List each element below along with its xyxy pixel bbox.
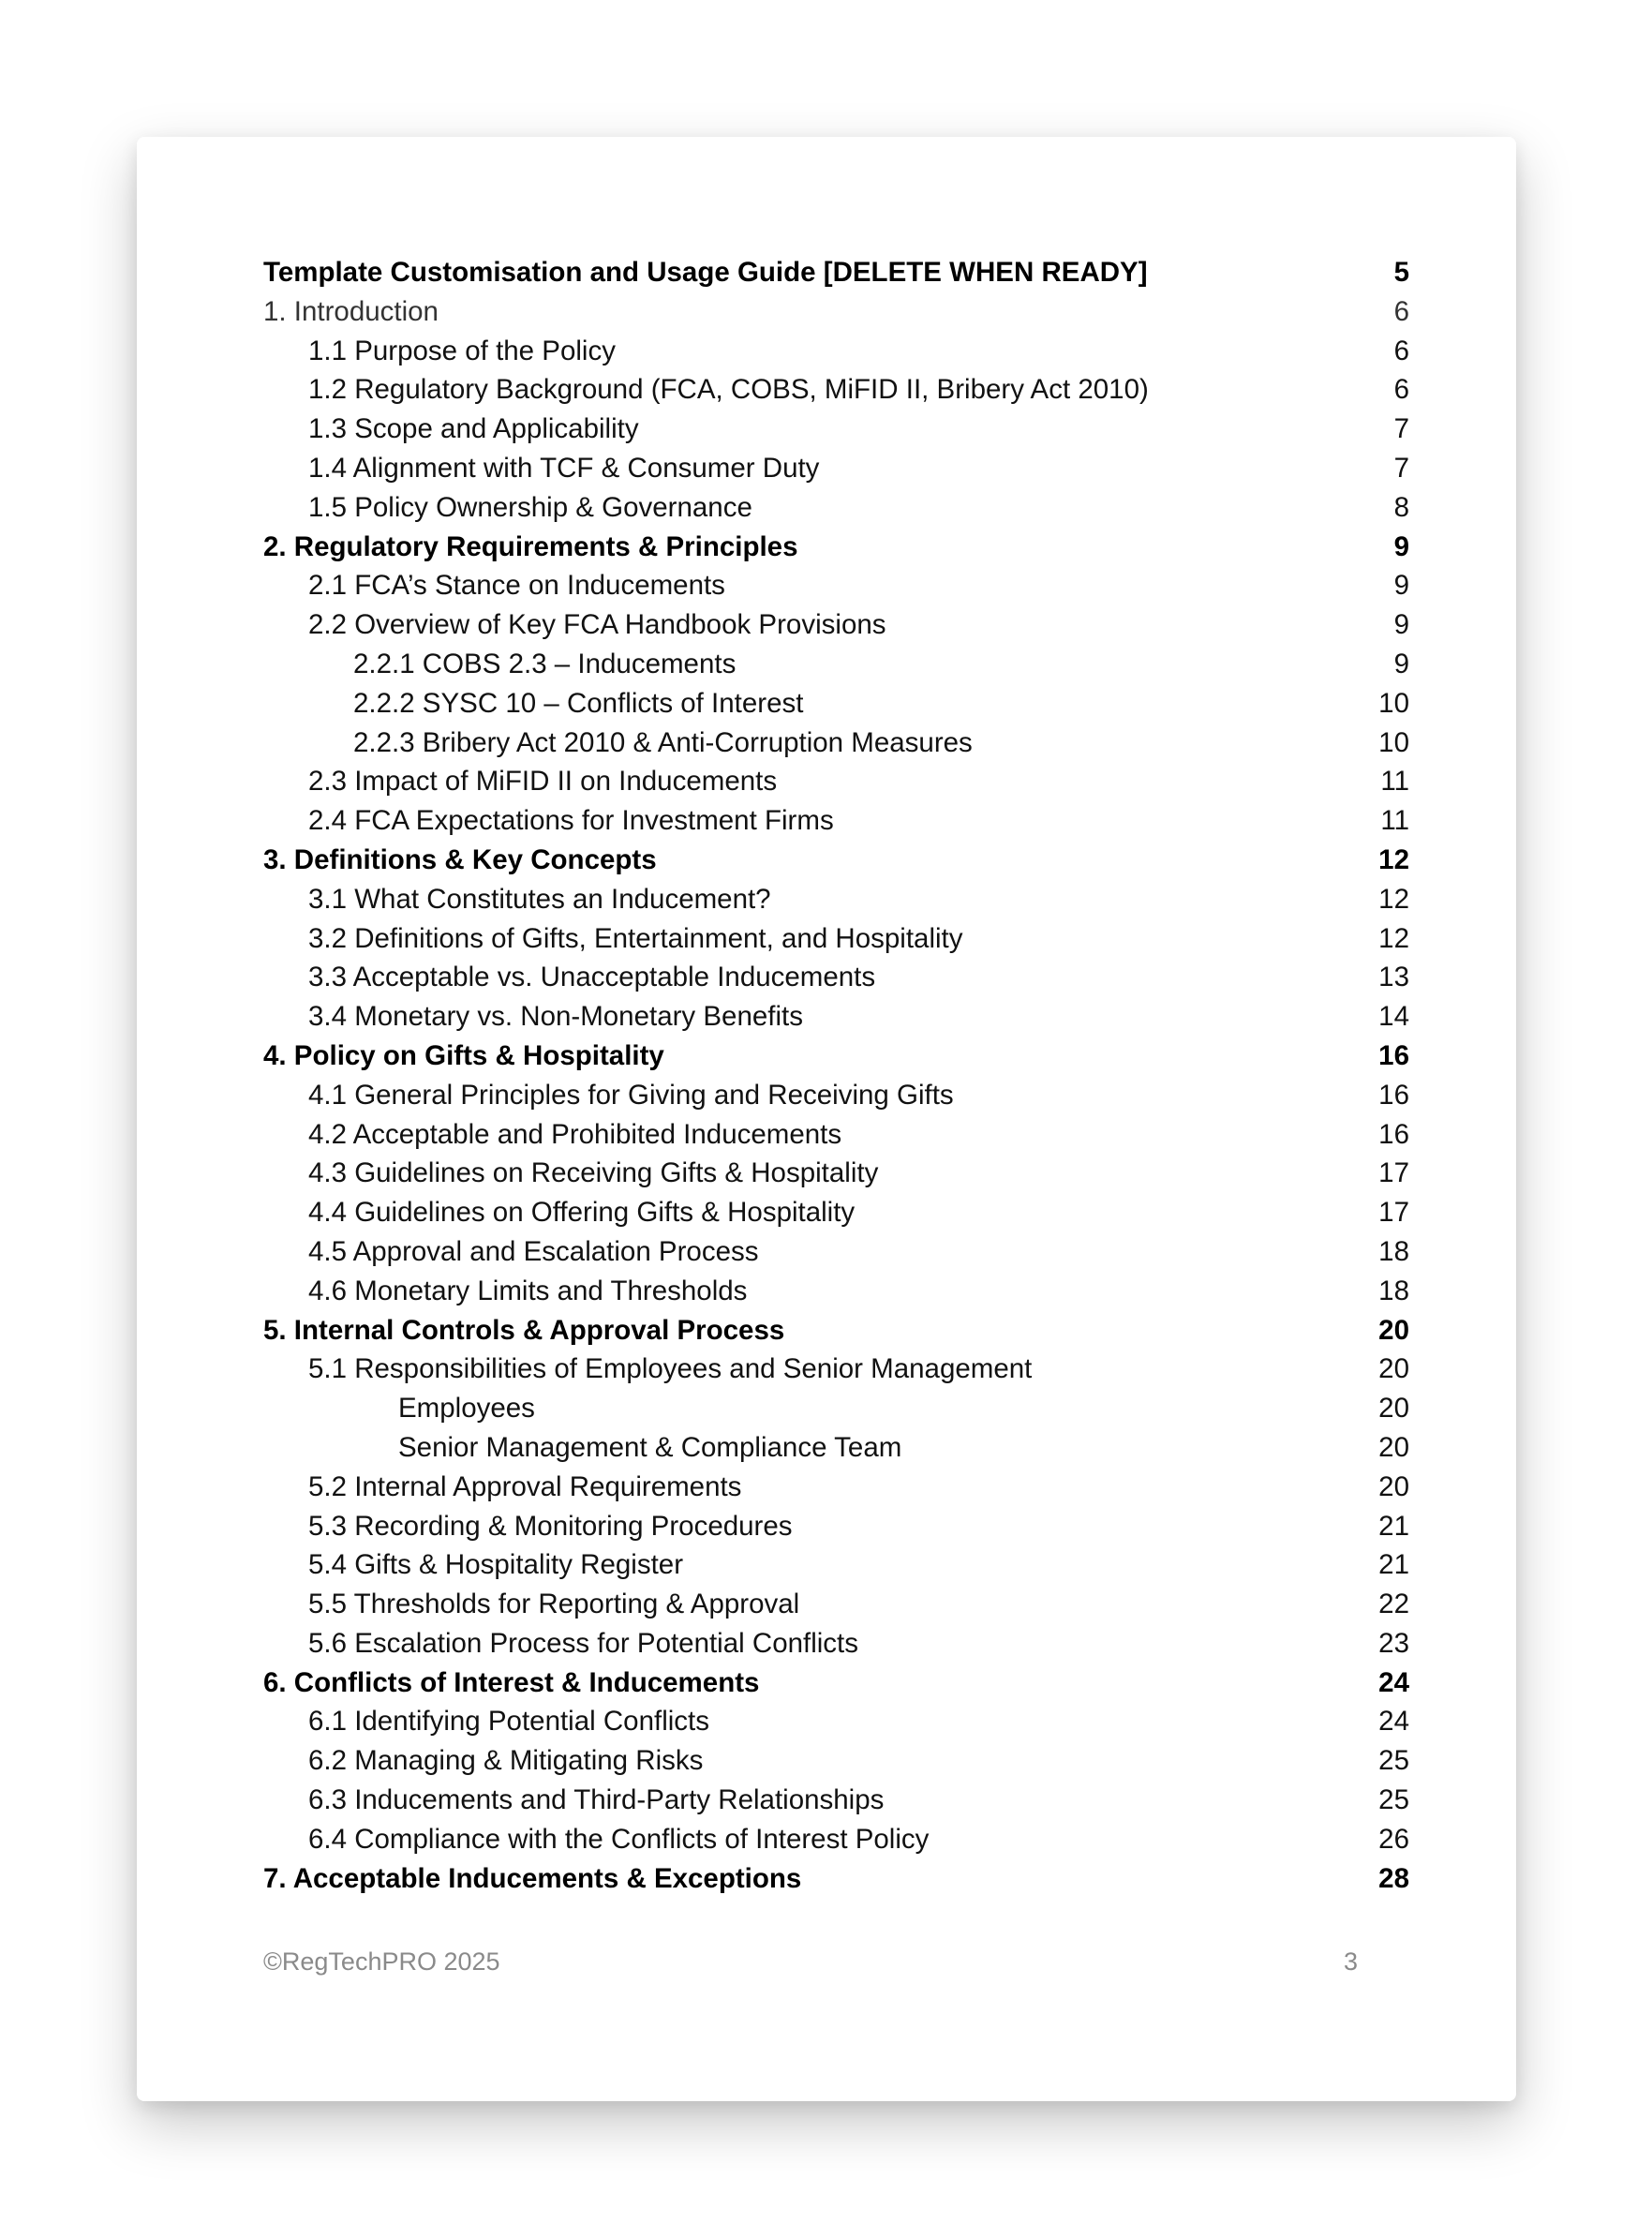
toc-entry-page-number: 16 xyxy=(1378,1079,1409,1111)
toc-entry-page-number: 16 xyxy=(1378,1039,1409,1071)
toc-subsection-entry[interactable] xyxy=(263,919,1528,959)
toc-entry-title: 3.2 Definitions of Gifts, Entertainment, and Hospitality xyxy=(308,922,963,954)
toc-entry-title: 2.2.1 COBS 2.3 – Inducements xyxy=(353,648,737,679)
toc-subsection-entry[interactable] xyxy=(263,1428,1528,1468)
toc-entry-title: 1.4 Alignment with TCF & Consumer Duty xyxy=(308,452,820,484)
toc-entry-title: 6.4 Compliance with the Conflicts of Interest Policy xyxy=(308,1823,930,1855)
toc-entry-page-number: 20 xyxy=(1378,1353,1409,1385)
toc-entry-title: 1.2 Regulatory Background (FCA, COBS, MiFID II, Bribery Act 2010) xyxy=(308,374,1149,406)
footer-copyright: ©RegTechPRO 2025 xyxy=(263,1947,500,1976)
toc-entry-title: 4.2 Acceptable and Prohibited Inducements xyxy=(308,1118,842,1150)
toc-subsection-entry[interactable] xyxy=(263,997,1528,1037)
toc-entry-page-number: 21 xyxy=(1378,1549,1409,1581)
toc-entry-title: 2.4 FCA Expectations for Investment Firms xyxy=(308,805,834,837)
toc-entry-page-number: 9 xyxy=(1393,609,1409,641)
toc-entry-page-number: 13 xyxy=(1378,962,1409,993)
toc-entry-title: 5.4 Gifts & Hospitality Register xyxy=(308,1549,684,1581)
toc-entry-title: 2.1 FCA’s Stance on Inducements xyxy=(308,570,725,602)
toc-section-entry[interactable] xyxy=(263,528,1528,567)
toc-entry-title: 6.3 Inducements and Third-Party Relationships xyxy=(308,1784,885,1816)
toc-entry-title: 2.3 Impact of MiFID II on Inducements xyxy=(308,766,778,798)
toc-subsection-entry[interactable] xyxy=(263,332,1528,371)
toc-entry-title: 1.3 Scope and Applicability xyxy=(308,413,639,445)
toc-entry-page-number: 26 xyxy=(1378,1823,1409,1855)
toc-entry-title: Template Customisation and Usage Guide [DELETE WHEN READY] xyxy=(263,257,1148,288)
toc-subsection-entry[interactable] xyxy=(263,1154,1528,1193)
toc-subsection-entry[interactable] xyxy=(263,1193,1528,1232)
toc-subsection-entry[interactable] xyxy=(263,488,1528,528)
toc-subsection-entry[interactable] xyxy=(263,449,1528,488)
toc-entry-title: 6.1 Identifying Potential Conflicts xyxy=(308,1706,709,1738)
toc-entry-title: 5.5 Thresholds for Reporting & Approval xyxy=(308,1589,800,1620)
toc-subsection-entry[interactable] xyxy=(263,1115,1528,1155)
toc-entry-title: 2.2 Overview of Key FCA Handbook Provisions xyxy=(308,609,886,641)
toc-entry-title: 2. Regulatory Requirements & Principles xyxy=(263,530,798,562)
toc-entry-title: 6.2 Managing & Mitigating Risks xyxy=(308,1745,704,1777)
toc-entry-page-number: 20 xyxy=(1378,1431,1409,1463)
toc-subsection-entry[interactable] xyxy=(263,1507,1528,1546)
toc-entry-page-number: 9 xyxy=(1393,570,1409,602)
toc-entry-page-number: 17 xyxy=(1378,1157,1409,1189)
toc-entry-title: 4.6 Monetary Limits and Thresholds xyxy=(308,1275,748,1306)
toc-entry-title: 1. Introduction xyxy=(263,295,439,327)
toc-subsection-entry[interactable] xyxy=(263,762,1528,801)
toc-entry-title: 4. Policy on Gifts & Hospitality xyxy=(263,1039,664,1071)
toc-entry-page-number: 7 xyxy=(1393,452,1409,484)
toc-entry-title: 4.3 Guidelines on Receiving Gifts & Hospitality xyxy=(308,1157,879,1189)
toc-entry-title: 1.1 Purpose of the Policy xyxy=(308,335,616,366)
toc-entry-title: Senior Management & Compliance Team xyxy=(398,1431,902,1463)
toc-subsection-entry[interactable] xyxy=(263,684,1528,724)
toc-entry-page-number: 20 xyxy=(1378,1314,1409,1346)
toc-entry-title: 4.5 Approval and Escalation Process xyxy=(308,1235,759,1267)
toc-subsection-entry[interactable] xyxy=(263,880,1528,919)
toc-subsection-entry[interactable] xyxy=(263,410,1528,449)
toc-subsection-entry[interactable] xyxy=(263,1741,1528,1781)
toc-subsection-entry[interactable] xyxy=(263,1350,1528,1389)
toc-subsection-entry[interactable] xyxy=(263,1545,1528,1585)
toc-subsection-entry[interactable] xyxy=(263,370,1528,410)
toc-entry-title: 5.3 Recording & Monitoring Procedures xyxy=(308,1510,793,1542)
toc-entry-title: 5.1 Responsibilities of Employees and Senior Management xyxy=(308,1353,1033,1385)
toc-subsection-entry[interactable] xyxy=(263,1389,1528,1428)
toc-entry-page-number: 10 xyxy=(1378,726,1409,758)
toc-subsection-entry[interactable] xyxy=(263,1468,1528,1507)
toc-entry-page-number: 25 xyxy=(1378,1784,1409,1816)
toc-section-entry[interactable] xyxy=(263,841,1528,880)
toc-entry-page-number: 10 xyxy=(1378,687,1409,719)
toc-section-entry[interactable] xyxy=(263,292,1528,332)
toc-section-entry[interactable] xyxy=(263,1859,1528,1899)
toc-entry-title: Employees xyxy=(398,1393,535,1425)
toc-section-entry[interactable] xyxy=(263,1037,1528,1076)
toc-entry-title: 4.4 Guidelines on Offering Gifts & Hospitality xyxy=(308,1197,856,1229)
toc-entry-page-number: 22 xyxy=(1378,1589,1409,1620)
toc-entry-title: 5. Internal Controls & Approval Process xyxy=(263,1314,785,1346)
toc-entry-page-number: 5 xyxy=(1393,257,1409,288)
toc-entry-title: 6. Conflicts of Interest & Inducements xyxy=(263,1666,760,1698)
table-of-contents xyxy=(263,253,1528,1898)
toc-entry-page-number: 6 xyxy=(1393,335,1409,366)
toc-entry-title: 2.2.3 Bribery Act 2010 & Anti-Corruption Measures xyxy=(353,726,973,758)
toc-subsection-entry[interactable] xyxy=(263,1272,1528,1311)
toc-entry-title: 2.2.2 SYSC 10 – Conflicts of Interest xyxy=(353,687,804,719)
toc-section-entry[interactable] xyxy=(263,1311,1528,1350)
toc-entry-page-number: 20 xyxy=(1378,1393,1409,1425)
toc-entry-title: 5.2 Internal Approval Requirements xyxy=(308,1470,742,1502)
toc-subsection-entry[interactable] xyxy=(263,566,1528,605)
toc-entry-page-number: 18 xyxy=(1378,1235,1409,1267)
toc-subsection-entry[interactable] xyxy=(263,1624,1528,1664)
toc-entry-page-number: 28 xyxy=(1378,1862,1409,1894)
toc-entry-page-number: 6 xyxy=(1393,374,1409,406)
toc-entry-page-number: 11 xyxy=(1380,805,1409,837)
toc-entry-page-number: 23 xyxy=(1378,1627,1409,1659)
toc-entry-page-number: 12 xyxy=(1378,843,1409,875)
toc-section-entry[interactable] xyxy=(263,253,1528,292)
document-page xyxy=(137,137,1516,2101)
toc-entry-title: 3.1 What Constitutes an Inducement? xyxy=(308,883,771,915)
toc-entry-title: 3.3 Acceptable vs. Unacceptable Inducements xyxy=(308,962,876,993)
toc-entry-page-number: 25 xyxy=(1378,1745,1409,1777)
toc-subsection-entry[interactable] xyxy=(263,1702,1528,1741)
toc-entry-title: 3.4 Monetary vs. Non-Monetary Benefits xyxy=(308,1001,803,1033)
toc-entry-page-number: 8 xyxy=(1393,491,1409,523)
toc-entry-page-number: 17 xyxy=(1378,1197,1409,1229)
toc-entry-title: 1.5 Policy Ownership & Governance xyxy=(308,491,752,523)
toc-entry-page-number: 11 xyxy=(1380,766,1409,798)
toc-entry-title: 7. Acceptable Inducements & Exceptions xyxy=(263,1862,802,1894)
toc-entry-page-number: 9 xyxy=(1393,530,1409,562)
toc-subsection-entry[interactable] xyxy=(263,958,1528,997)
toc-subsection-entry[interactable] xyxy=(263,724,1528,763)
toc-entry-page-number: 14 xyxy=(1378,1001,1409,1033)
toc-entry-page-number: 12 xyxy=(1378,883,1409,915)
toc-entry-page-number: 20 xyxy=(1378,1470,1409,1502)
toc-entry-title: 4.1 General Principles for Giving and Receiving Gifts xyxy=(308,1079,954,1111)
toc-entry-title: 3. Definitions & Key Concepts xyxy=(263,843,657,875)
footer-page-number: 3 xyxy=(1343,1947,1358,1976)
toc-subsection-entry[interactable] xyxy=(263,1781,1528,1820)
toc-subsection-entry[interactable] xyxy=(263,801,1528,841)
toc-subsection-entry[interactable] xyxy=(263,1232,1528,1272)
toc-entry-page-number: 24 xyxy=(1378,1706,1409,1738)
toc-entry-page-number: 6 xyxy=(1393,295,1409,327)
toc-entry-page-number: 9 xyxy=(1393,648,1409,679)
toc-entry-page-number: 12 xyxy=(1378,922,1409,954)
toc-entry-title: 5.6 Escalation Process for Potential Conflicts xyxy=(308,1627,859,1659)
toc-subsection-entry[interactable] xyxy=(263,605,1528,645)
toc-entry-page-number: 18 xyxy=(1378,1275,1409,1306)
toc-entry-page-number: 21 xyxy=(1378,1510,1409,1542)
toc-subsection-entry[interactable] xyxy=(263,1076,1528,1115)
toc-entry-page-number: 24 xyxy=(1378,1666,1409,1698)
toc-entry-page-number: 7 xyxy=(1393,413,1409,445)
toc-section-entry[interactable] xyxy=(263,1664,1528,1703)
toc-subsection-entry[interactable] xyxy=(263,1820,1528,1859)
toc-entry-page-number: 16 xyxy=(1378,1118,1409,1150)
toc-subsection-entry[interactable] xyxy=(263,645,1528,684)
toc-subsection-entry[interactable] xyxy=(263,1585,1528,1624)
